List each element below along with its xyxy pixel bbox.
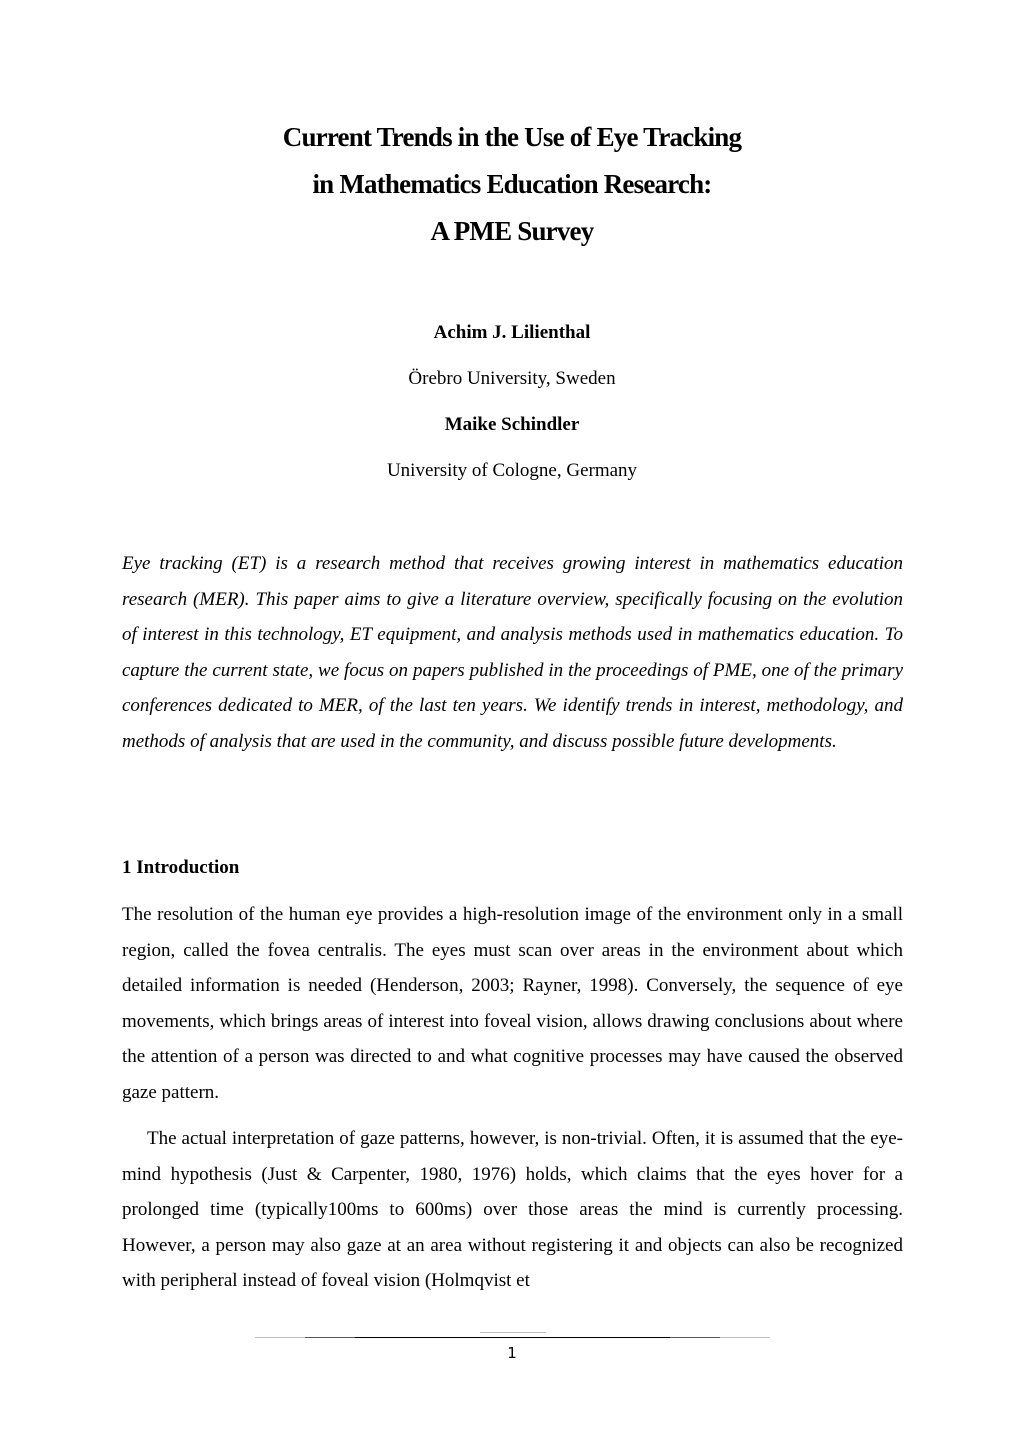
author-name-1: Achim J. Lilienthal: [433, 322, 591, 343]
footer-rule-short: [480, 1332, 546, 1333]
title-line-3: A PME Survey: [430, 216, 594, 246]
title-line-2: in Mathematics Education Research:: [312, 169, 712, 199]
author-name-2: Maike Schindler: [444, 414, 580, 435]
abstract: Eye tracking (ET) is a research method that receives growing interest in mathematics education research (MER). This paper aims to give a literature overview, specifically focusing on the evolution of interest in this technology, ET equipment, and analysis methods used in mathematics education. To capture the current state, we focus on papers published in the proceedings of PME, one of the primary conferences dedicated to MER, of the last ten years. We identify trends in interest, methodology, and methods of analysis that are used in the community, and discuss possible future developments.: [122, 553, 903, 752]
page-number: 1: [507, 1344, 517, 1362]
body-paragraph-1: The resolution of the human eye provides a high-resolution image of the environment only in a small region, called the fovea centralis. The eyes must scan over areas in the environment about which detailed information is needed (Henderson, 2003; Rayner, 1998). Conversely, the sequence of eye movements, which brings areas of interest into foveal vision, allows drawing conclusions about where the attention of a person was directed to and what cognitive processes may have caused the observed gaze pattern.: [122, 904, 903, 1103]
section-heading: 1 Introduction: [122, 857, 240, 878]
paper-title: [0, 114, 1024, 255]
title-line-1: Current Trends in the Use of Eye Tracking: [282, 122, 742, 152]
footer-rule-inner: [355, 1337, 670, 1338]
author-affiliation-2: University of Cologne, Germany: [386, 460, 638, 481]
body-paragraph-2: The actual interpretation of gaze patterns, however, is non-trivial. Often, it is assumed that the eye-mind hypothesis (Just & Carpenter, 1980, 1976) holds, which claims that the eyes hover for a prolonged time (typically100ms to 600ms) over those areas the mind is currently processing. However, a person may also gaze at an area without registering it and objects can also be recognized with peripheral instead of foveal vision (Holmqvist et: [122, 1128, 903, 1292]
author-affiliation-1: Örebro University, Sweden: [408, 368, 616, 389]
